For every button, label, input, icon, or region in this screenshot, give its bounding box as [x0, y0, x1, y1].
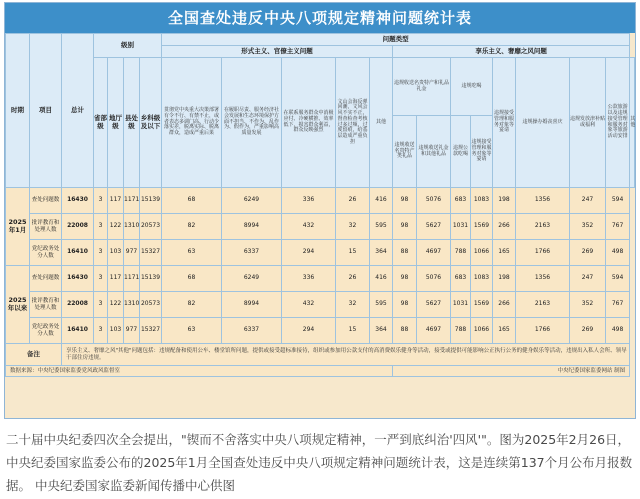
period-label: 2025年以来 — [6, 266, 30, 344]
table-cell: 68 — [162, 188, 222, 214]
header-gifts-specialty: 违规收送名贵特产类礼品 — [393, 116, 417, 188]
header-gifts-group: 违规收送名贵特产和礼品礼金 — [393, 58, 451, 116]
table-cell: 2163 — [516, 214, 570, 240]
table-cell: 82 — [162, 292, 222, 318]
table-cell: 977 — [124, 240, 140, 266]
table-cell: 15 — [336, 240, 370, 266]
table-cell: 352 — [570, 214, 606, 240]
row-label: 批评教育和处理人数 — [30, 214, 62, 240]
table-cell: 165 — [493, 240, 516, 266]
header-hedonism-travel: 公款旅游以及违规接受管理和服务对象等旅游活动安排 — [606, 58, 630, 188]
table-cell: 15139 — [140, 266, 162, 292]
table-cell: 3 — [94, 292, 108, 318]
header-dining-public-funds: 违规公款吃喝 — [451, 116, 471, 188]
table-cell: 294 — [282, 318, 336, 344]
table-cell: 247 — [570, 188, 606, 214]
table-cell: 767 — [606, 214, 630, 240]
header-hedonism-weddings: 违规操办婚丧喜庆 — [516, 58, 570, 188]
table-cell: 336 — [282, 266, 336, 292]
table-cell: 8994 — [222, 214, 282, 240]
table-cell: 269 — [570, 240, 606, 266]
table-cell: 15139 — [140, 188, 162, 214]
table-cell: 3 — [94, 266, 108, 292]
table-row — [6, 318, 635, 344]
table-cell: 336 — [282, 188, 336, 214]
table-cell: 1031 — [451, 214, 471, 240]
table-cell: 1766 — [516, 318, 570, 344]
period-label: 2025年1月 — [6, 188, 30, 266]
table-cell: 1310 — [124, 214, 140, 240]
table-cell: 122 — [108, 214, 124, 240]
table-cell: 352 — [570, 292, 606, 318]
header-formalism-1: 贯彻党中央重大决策部署有令不行、有禁不止，或者表态多调门高、行动少落实差，脱离实际、脱离群众，造成严重后果 — [162, 58, 222, 188]
table-cell: 5627 — [417, 292, 451, 318]
table-cell: 788 — [451, 240, 471, 266]
table-cell: 416 — [370, 188, 393, 214]
photo-caption: 二十届中央纪委四次全会提出，"锲而不舍落实中央八项规定精神，一严到底纠治'四风'"。图为2025年2月26日，中央纪委国家监委公布的2025年1月全国查处违反中央八项规定精神问题统计表，这是连续第137个月公布月报数据。 中央纪委国家监委新闻传播中心供图 — [6, 432, 633, 493]
table-row — [6, 292, 635, 318]
table-row — [6, 266, 635, 292]
table-cell: 683 — [451, 188, 471, 214]
table-cell: 247 — [570, 266, 606, 292]
table-cell: 165 — [493, 318, 516, 344]
table-cell: 98 — [393, 214, 417, 240]
stats-table — [5, 33, 635, 377]
table-cell: 432 — [282, 292, 336, 318]
table-cell: 8994 — [222, 292, 282, 318]
table-cell: 32 — [336, 292, 370, 318]
table-cell: 88 — [393, 318, 417, 344]
table-cell: 2163 — [516, 292, 570, 318]
table-cell: 1766 — [516, 240, 570, 266]
table-title: 全国查处违反中央八项规定精神问题统计表 — [5, 3, 635, 33]
header-hedonism-other: 其他 — [630, 58, 635, 188]
table-cell: 15 — [336, 318, 370, 344]
table-cell: 198 — [493, 266, 516, 292]
table-cell: 26 — [336, 266, 370, 292]
table-cell: 594 — [606, 188, 630, 214]
table-cell: 5076 — [417, 266, 451, 292]
table-cell: 6249 — [222, 188, 282, 214]
table-cell: 595 — [370, 214, 393, 240]
table-cell: 82 — [162, 214, 222, 240]
table-cell: 22008 — [62, 292, 94, 318]
table-cell: 977 — [124, 318, 140, 344]
table-cell: 269 — [570, 318, 606, 344]
table-cell: 16430 — [62, 266, 94, 292]
table-row — [6, 188, 635, 214]
table-cell: 1356 — [516, 266, 570, 292]
header-level-county: 县处级 — [124, 58, 140, 188]
table-cell: 122 — [108, 292, 124, 318]
header-hedonism-group: 享乐主义、奢靡之风问题 — [393, 46, 630, 58]
header-level-township: 乡科级及以下 — [140, 58, 162, 188]
table-cell: 16410 — [62, 318, 94, 344]
table-cell: 16410 — [62, 240, 94, 266]
table-cell: 595 — [370, 292, 393, 318]
table-cell: 6337 — [222, 318, 282, 344]
header-formalism-other: 其他 — [370, 58, 393, 188]
table-cell: 1066 — [471, 240, 493, 266]
table-cell: 20573 — [140, 292, 162, 318]
table-cell: 364 — [370, 318, 393, 344]
header-formalism-4: 文山会海反弹回潮，文风会风不实不正，督查检查考核过多过频、过度留痕，给基层造成严重负担 — [336, 58, 370, 188]
header-level-prefectural: 地厅级 — [108, 58, 124, 188]
table-cell: 498 — [606, 240, 630, 266]
table-cell: 4697 — [417, 318, 451, 344]
table-cell: 6337 — [222, 240, 282, 266]
header-item: 项目 — [30, 34, 62, 188]
table-cell: 788 — [451, 318, 471, 344]
header-gifts-cash: 违规收送礼金和其他礼品 — [417, 116, 451, 188]
table-cell: 117 — [108, 266, 124, 292]
table-cell: 432 — [282, 214, 336, 240]
table-cell: 1066 — [471, 318, 493, 344]
table-cell: 364 — [370, 240, 393, 266]
table-cell: 63 — [162, 240, 222, 266]
table-row — [6, 240, 635, 266]
table-cell: 20573 — [140, 214, 162, 240]
header-level-group: 级别 — [94, 34, 162, 58]
table-cell: 1569 — [471, 214, 493, 240]
table-cell: 63 — [162, 318, 222, 344]
table-cell: 15327 — [140, 318, 162, 344]
table-cell: 1356 — [516, 188, 570, 214]
header-type-group: 问题类型 — [162, 34, 630, 46]
header-hedonism-banquet: 违规接受管理和服务对象等宴请 — [493, 58, 516, 188]
row-label: 党纪政务处分人数 — [30, 240, 62, 266]
table-cell: 1031 — [451, 292, 471, 318]
table-cell: 15327 — [140, 240, 162, 266]
header-formalism-3: 在联系服务群众中消极应付、冷硬横推、效率低下，损害群众利益，群众反映强烈 — [282, 58, 336, 188]
table-cell: 5627 — [417, 214, 451, 240]
table-cell: 3 — [94, 214, 108, 240]
table-cell: 498 — [606, 318, 630, 344]
header-hedonism-allowance: 违规发放津补贴或福利 — [570, 58, 606, 188]
table-cell: 1171 — [124, 188, 140, 214]
stats-table-figure — [4, 2, 636, 419]
source-right: 中央纪委国家监委网站 制图 — [393, 366, 630, 377]
table-cell: 1083 — [471, 266, 493, 292]
header-formalism-2: 在履职尽责、服务经济社会发展和生态环境保护方面不担当、不作为、乱作为、假作为，严重影响高质量发展 — [222, 58, 282, 188]
table-cell: 68 — [162, 266, 222, 292]
table-cell: 767 — [606, 292, 630, 318]
table-cell: 3 — [94, 188, 108, 214]
table-cell: 416 — [370, 266, 393, 292]
table-cell: 22008 — [62, 214, 94, 240]
notes-text: 享乐主义、奢靡之风"其他"问题包括：违规配备和使用公车、楼堂馆所问题，提供或接受超标准接待，组织或参加用公款支付的高消费娱乐健身等活动，接受或提供可能影响公正执行公务的健身娱乐等活动，违规出入私人会所、领导干部住房违规。 — [62, 344, 630, 366]
table-cell: 266 — [493, 214, 516, 240]
header-period: 时期 — [6, 34, 30, 188]
table-cell: 6249 — [222, 266, 282, 292]
table-cell: 683 — [451, 266, 471, 292]
row-label: 查处问题数 — [30, 188, 62, 214]
table-cell: 16430 — [62, 188, 94, 214]
table-cell: 198 — [493, 188, 516, 214]
table-cell: 103 — [108, 240, 124, 266]
table-cell: 294 — [282, 240, 336, 266]
row-label: 党纪政务处分人数 — [30, 318, 62, 344]
row-label: 批评教育和处理人数 — [30, 292, 62, 318]
table-cell: 594 — [606, 266, 630, 292]
source-left: 数据来源：中央纪委国家监委党风政风监督室 — [6, 366, 393, 377]
table-cell: 1083 — [471, 188, 493, 214]
table-cell: 1171 — [124, 266, 140, 292]
table-cell: 266 — [493, 292, 516, 318]
table-cell: 3 — [94, 240, 108, 266]
header-formalism-group: 形式主义、官僚主义问题 — [162, 46, 393, 58]
table-cell: 98 — [393, 188, 417, 214]
header-total: 总计 — [62, 34, 94, 188]
table-cell: 98 — [393, 292, 417, 318]
table-cell: 3 — [94, 318, 108, 344]
notes-label: 备注 — [6, 344, 62, 366]
table-cell: 1569 — [471, 292, 493, 318]
table-cell: 103 — [108, 318, 124, 344]
table-row — [6, 214, 635, 240]
table-cell: 26 — [336, 188, 370, 214]
header-level-provincial: 省部级 — [94, 58, 108, 188]
table-cell: 1310 — [124, 292, 140, 318]
table-cell: 117 — [108, 188, 124, 214]
table-cell: 32 — [336, 214, 370, 240]
table-cell: 88 — [393, 240, 417, 266]
table-cell: 5076 — [417, 188, 451, 214]
row-label: 查处问题数 — [30, 266, 62, 292]
table-cell: 4697 — [417, 240, 451, 266]
header-dining-accept-banquet: 违规接受管理和服务对象等宴请 — [471, 116, 493, 188]
table-cell: 98 — [393, 266, 417, 292]
header-dining-group: 违规吃喝 — [451, 58, 493, 116]
